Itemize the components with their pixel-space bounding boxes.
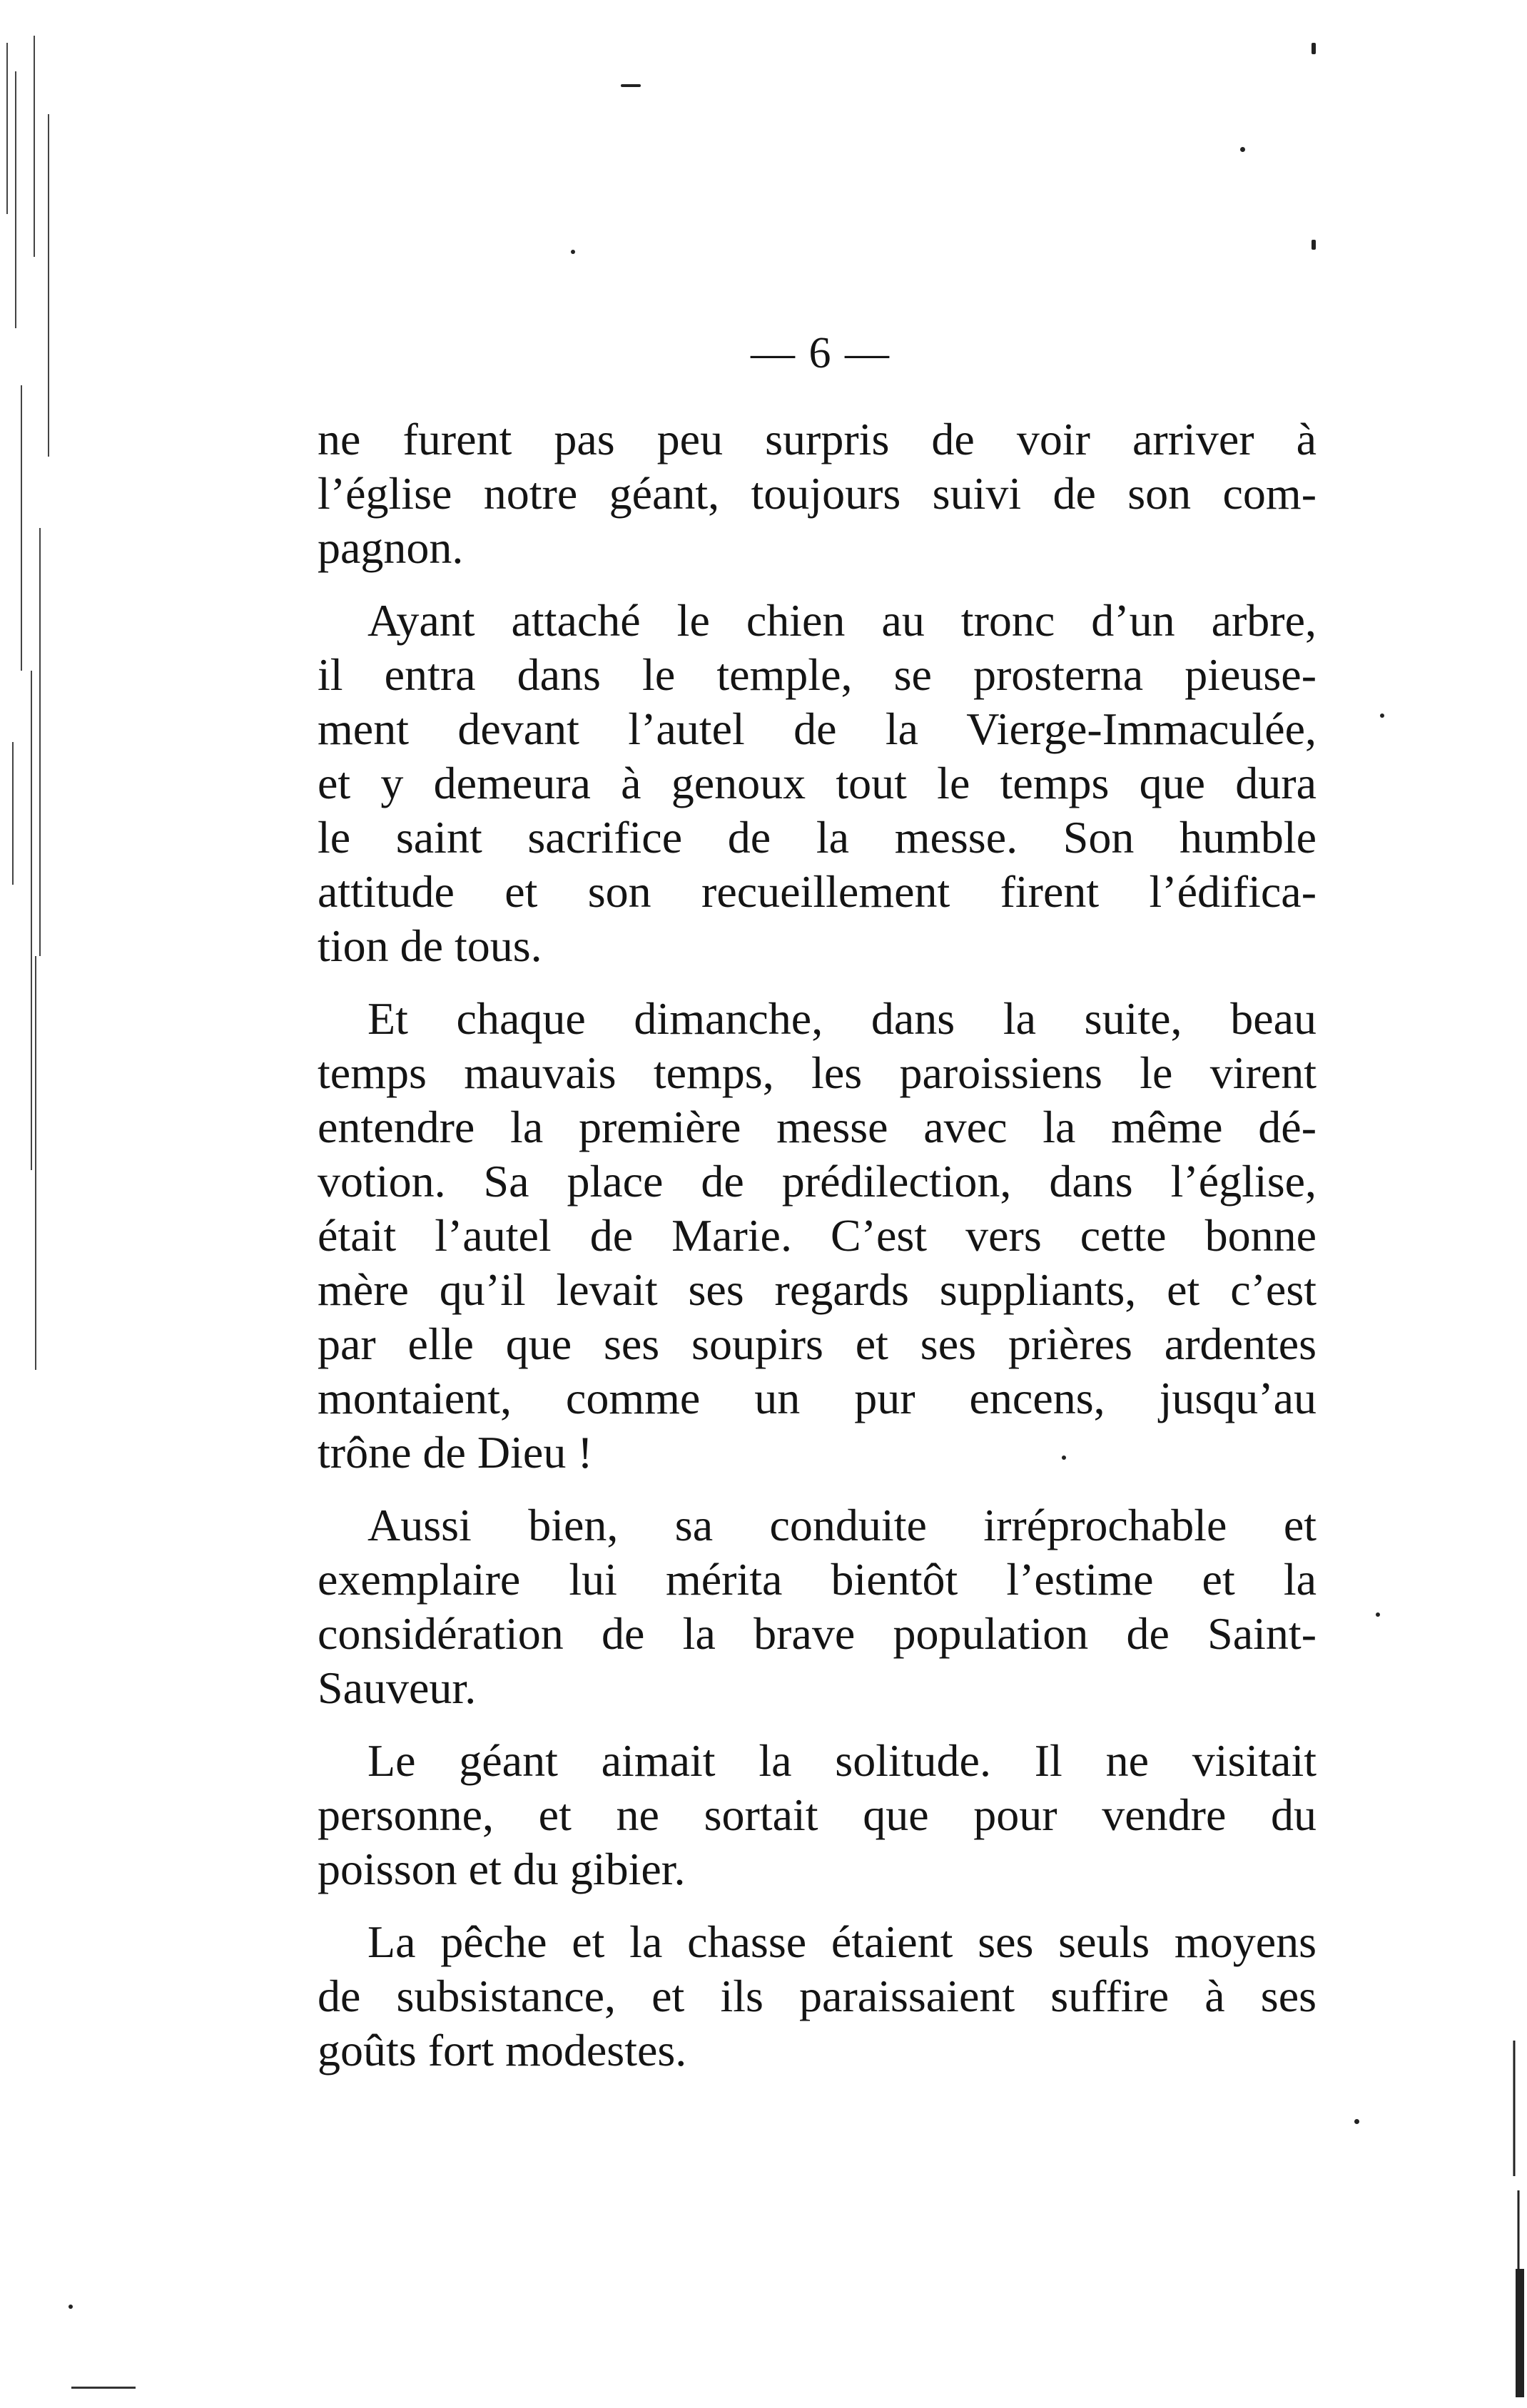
text-line: tion de tous. xyxy=(318,920,542,971)
text-line: il entra dans le temple, se prosterna pieuse- xyxy=(318,649,1317,700)
text-line: ne furent pas peu surpris de voir arriver à xyxy=(318,414,1317,464)
text-line: temps mauvais temps, les paroissiens le virent xyxy=(318,1047,1317,1098)
text-line: Et chaque dimanche, dans la suite, beau xyxy=(367,993,1317,1044)
scan-speck xyxy=(1354,2119,1359,2124)
text-line: pagnon. xyxy=(318,522,464,573)
text-line: Le géant aimait la solitude. Il ne visitait xyxy=(367,1735,1317,1786)
text-line: était l’autel de Marie. C’est vers cette bonne xyxy=(318,1210,1317,1261)
scan-speck xyxy=(571,250,575,254)
text-line: trône de Dieu ! xyxy=(318,1427,593,1478)
text-line: l’église notre géant, toujours suivi de son com- xyxy=(318,468,1317,519)
text-line: personne, et ne sortait que pour vendre du xyxy=(318,1789,1317,1840)
paragraph-1 xyxy=(318,412,1317,575)
scan-speck xyxy=(1380,713,1384,718)
text-line: de subsistance, et ils paraissaient suffire à ses xyxy=(318,1971,1317,2021)
paragraph-6 xyxy=(318,1915,1317,2078)
text-line: poisson et du gibier. xyxy=(318,1844,686,1894)
text-line: par elle que ses soupirs et ses prières ardentes xyxy=(318,1319,1317,1369)
text-line: ment devant l’autel de la Vierge-Immaculée, xyxy=(318,703,1317,754)
text-line: le saint sacrifice de la messe. Son humble xyxy=(318,812,1317,863)
text-line: Ayant attaché le chien au tronc d’un arbre, xyxy=(367,595,1317,646)
text-line: mère qu’il levait ses regards suppliants, et c’est xyxy=(318,1264,1317,1315)
scan-edge-right xyxy=(1506,2033,1527,2404)
scan-speck xyxy=(1376,1612,1380,1617)
text-line: exemplaire lui mérita bientôt l’estime et la xyxy=(318,1554,1317,1605)
text-line: Sauveur. xyxy=(318,1662,477,1713)
scan-speck xyxy=(621,84,641,87)
scan-speck xyxy=(1312,240,1316,250)
text-line: et y demeura à genoux tout le temps que dura xyxy=(318,758,1317,808)
text-line: montaient, comme un pur encens, jusqu’au xyxy=(318,1373,1317,1423)
scan-edge-left xyxy=(0,29,57,1384)
scan-speck xyxy=(69,2305,73,2309)
paragraph-2 xyxy=(318,594,1317,973)
text-line: entendre la première messe avec la même dé- xyxy=(318,1102,1317,1152)
page-number: — 6 — xyxy=(751,329,891,377)
scan-edge-bottom xyxy=(71,2387,136,2389)
scan-speck xyxy=(1240,147,1245,152)
paragraph-3 xyxy=(318,992,1317,1480)
text-line: La pêche et la chasse étaient ses seuls moyens xyxy=(367,1916,1317,1967)
paragraph-4 xyxy=(318,1498,1317,1715)
text-block xyxy=(318,412,1317,2078)
text-line: votion. Sa place de prédilection, dans l’église, xyxy=(318,1156,1317,1206)
paragraph-5 xyxy=(318,1734,1317,1896)
text-line: goûts fort modestes. xyxy=(318,2025,687,2076)
text-line: attitude et son recueillement firent l’édifica- xyxy=(318,866,1317,917)
scan-speck xyxy=(1312,43,1316,54)
text-line: considération de la brave population de Saint- xyxy=(318,1608,1317,1659)
text-line: Aussi bien, sa conduite irréprochable et xyxy=(367,1500,1317,1550)
